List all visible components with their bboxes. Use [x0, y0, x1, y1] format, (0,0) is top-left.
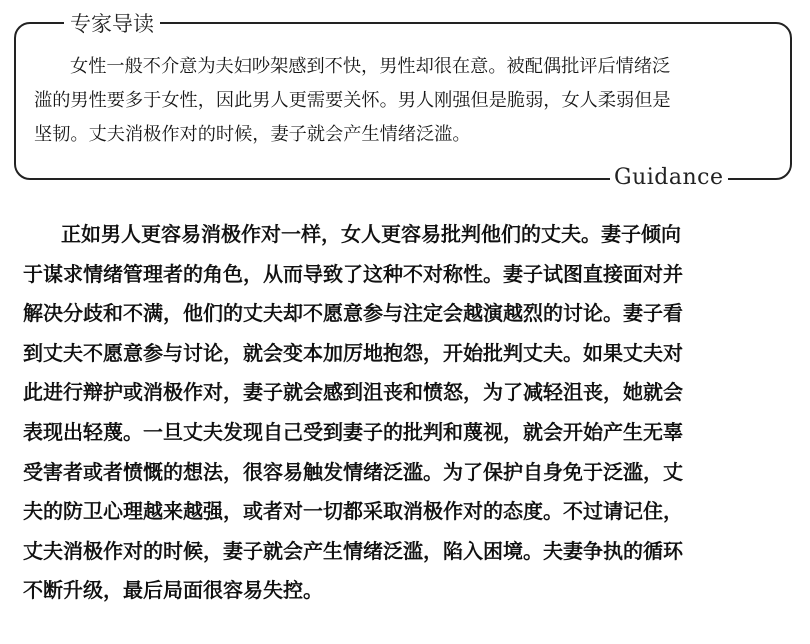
- guide-text: [34, 50, 774, 152]
- body-line: 解决分歧和不满，他们的丈夫却不愿意参与注定会越演越烈的讨论。妻子看: [23, 301, 683, 326]
- body-line: 正如男人更容易消极作对一样，女人更容易批判他们的丈夫。妻子倾向: [61, 222, 681, 246]
- body-line: 此进行辩护或消极作对，妻子就会感到沮丧和愤怒，为了减轻沮丧，她就会: [23, 380, 683, 405]
- body-line: 于谋求情绪管理者的角色，从而导致了这种不对称性。妻子试图直接面对并: [23, 261, 683, 286]
- body-line: 到丈夫不愿意参与讨论，就会变本加厉地抱怨，开始批判丈夫。如果丈夫对: [23, 340, 683, 365]
- guide-line: 坚韧。丈夫消极作对的时候，妻子就会产生情绪泛滥。: [34, 124, 471, 145]
- body-line: 受害者或者愤慨的想法，很容易触发情绪泛滥。为了保护自身免于泛滥，丈: [23, 459, 683, 484]
- guidance-tag: Guidance: [610, 166, 728, 190]
- body-line: 丈夫消极作对的时候，妻子就会产生情绪泛滥，陷入困境。夫妻争执的循环: [23, 538, 683, 563]
- guide-line: 滥的男性要多于女性，因此男人更需要关怀。男人刚强但是脆弱，女人柔弱但是: [34, 90, 671, 111]
- body-line: 夫的防卫心理越来越强，或者对一切都采取消极作对的态度。不过请记住，: [23, 499, 683, 524]
- main-paragraph: [23, 215, 803, 611]
- guide-line: 女性一般不介意为夫妇吵架感到不快，男性却很在意。被配偶批评后情绪泛: [70, 56, 671, 77]
- guide-title: 专家导读: [64, 13, 160, 35]
- body-line: 不断升级，最后局面很容易失控。: [23, 578, 323, 603]
- body-line: 表现出轻蔑。一旦丈夫发现自己受到妻子的批判和蔑视，就会开始产生无辜: [23, 419, 683, 444]
